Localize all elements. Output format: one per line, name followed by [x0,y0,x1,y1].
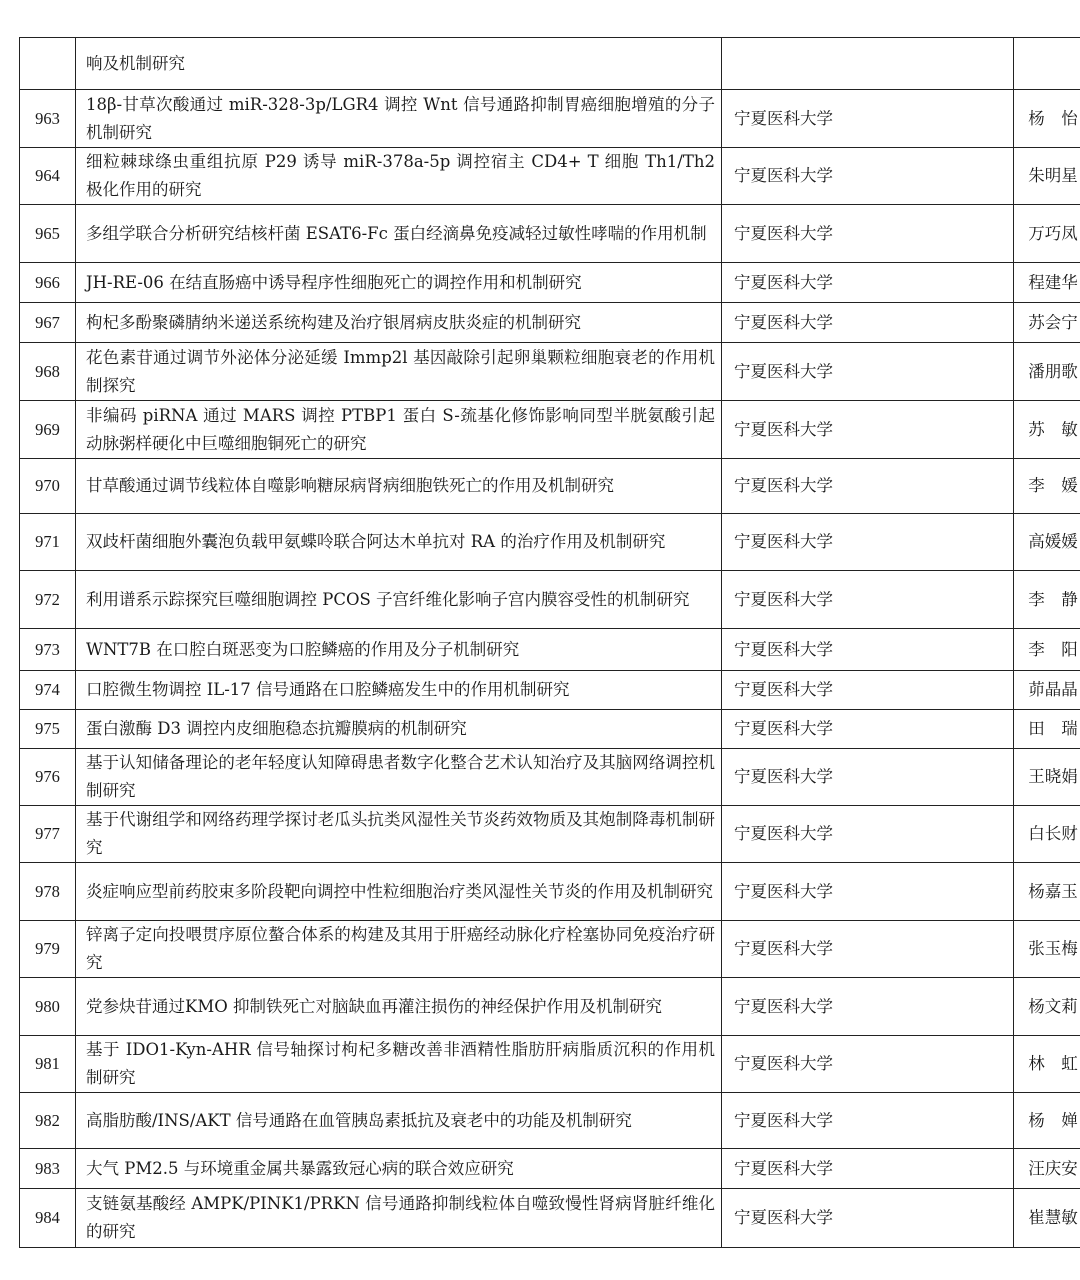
project-number-cell: 977 [20,806,76,863]
table-row [20,263,1080,303]
institution-cell: 宁夏医科大学 [722,863,1014,921]
principal-investigator-cell: 杨 婵 [1014,1093,1080,1149]
project-title-cell: 响及机制研究 [76,38,722,90]
project-title-cell: 双歧杆菌细胞外囊泡负载甲氨蝶呤联合阿达木单抗对 RA 的治疗作用及机制研究 [76,514,722,571]
table-row [20,38,1080,90]
principal-investigator-cell: 李 静 [1014,571,1080,629]
project-number-cell: 979 [20,921,76,978]
principal-investigator-cell: 潘朋歌 [1014,343,1080,401]
project-title-cell: 党参炔苷通过KMO 抑制铁死亡对脑缺血再灌注损伤的神经保护作用及机制研究 [76,978,722,1036]
institution-cell: 宁夏医科大学 [722,1093,1014,1149]
table-row [20,1036,1080,1093]
project-number-cell: 983 [20,1149,76,1189]
principal-investigator-cell: 白长财 [1014,806,1080,863]
principal-investigator-cell: 林 虹 [1014,1036,1080,1093]
institution-cell: 宁夏医科大学 [722,514,1014,571]
project-number-cell: 973 [20,629,76,671]
principal-investigator-cell: 田 瑞 [1014,710,1080,749]
table-row [20,629,1080,671]
institution-cell: 宁夏医科大学 [722,401,1014,459]
principal-investigator-cell: 崔慧敏 [1014,1189,1080,1248]
principal-investigator-cell: 王晓娟 [1014,749,1080,806]
project-title-cell: 锌离子定向投喂贯序原位螯合体系的构建及其用于肝癌经动脉化疗栓塞协同免疫治疗研究 [76,921,722,978]
project-title-cell: 基于代谢组学和网络药理学探讨老瓜头抗类风湿性关节炎药效物质及其炮制降毒机制研究 [76,806,722,863]
institution-cell: 宁夏医科大学 [722,1149,1014,1189]
table-row [20,303,1080,343]
principal-investigator-cell: 朱明星 [1014,148,1080,205]
project-number-cell: 972 [20,571,76,629]
project-number-cell: 967 [20,303,76,343]
project-title-cell: 利用谱系示踪探究巨噬细胞调控 PCOS 子宫纤维化影响子宫内膜容受性的机制研究 [76,571,722,629]
institution-cell: 宁夏医科大学 [722,1036,1014,1093]
table-row [20,148,1080,205]
table-row [20,710,1080,749]
institution-cell: 宁夏医科大学 [722,263,1014,303]
project-title-cell: 细粒棘球绦虫重组抗原 P29 诱导 miR-378a-5p 调控宿主 CD4+ T 细胞 Th1/Th2 极化作用的研究 [76,148,722,205]
principal-investigator-cell: 李 阳 [1014,629,1080,671]
table-row [20,978,1080,1036]
institution-cell: 宁夏医科大学 [722,749,1014,806]
table-row [20,863,1080,921]
project-number-cell [20,38,76,90]
project-title-cell: 甘草酸通过调节线粒体自噬影响糖尿病肾病细胞铁死亡的作用及机制研究 [76,459,722,514]
project-title-cell: 支链氨基酸经 AMPK/PINK1/PRKN 信号通路抑制线粒体自噬致慢性肾病肾脏纤维化的研究 [76,1189,722,1248]
project-number-cell: 963 [20,90,76,148]
table-row [20,671,1080,710]
principal-investigator-cell: 苏 敏 [1014,401,1080,459]
project-number-cell: 969 [20,401,76,459]
project-number-cell: 975 [20,710,76,749]
project-title-cell: 高脂肪酸/INS/AKT 信号通路在血管胰岛素抵抗及衰老中的功能及机制研究 [76,1093,722,1149]
institution-cell: 宁夏医科大学 [722,571,1014,629]
project-title-cell: 炎症响应型前药胶束多阶段靶向调控中性粒细胞治疗类风湿性关节炎的作用及机制研究 [76,863,722,921]
project-number-cell: 974 [20,671,76,710]
project-title-cell: 花色素苷通过调节外泌体分泌延缓 Immp2l 基因敲除引起卵巢颗粒细胞衰老的作用机制探究 [76,343,722,401]
principal-investigator-cell: 程建华 [1014,263,1080,303]
project-title-cell: 18β-甘草次酸通过 miR-328-3p/LGR4 调控 Wnt 信号通路抑制胃癌细胞增殖的分子机制研究 [76,90,722,148]
project-number-cell: 964 [20,148,76,205]
project-title-cell: JH-RE-06 在结直肠癌中诱导程序性细胞死亡的调控作用和机制研究 [76,263,722,303]
project-title-cell: 大气 PM2.5 与环境重金属共暴露致冠心病的联合效应研究 [76,1149,722,1189]
project-number-cell: 984 [20,1189,76,1248]
project-title-cell: 蛋白激酶 D3 调控内皮细胞稳态抗瓣膜病的机制研究 [76,710,722,749]
principal-investigator-cell: 汪庆安 [1014,1149,1080,1189]
institution-cell: 宁夏医科大学 [722,978,1014,1036]
table-row [20,514,1080,571]
project-number-cell: 965 [20,205,76,263]
project-number-cell: 970 [20,459,76,514]
project-title-cell: 多组学联合分析研究结核杆菌 ESAT6-Fc 蛋白经滴鼻免疫减轻过敏性哮喘的作用机制 [76,205,722,263]
table-row [20,401,1080,459]
institution-cell: 宁夏医科大学 [722,343,1014,401]
institution-cell: 宁夏医科大学 [722,459,1014,514]
project-number-cell: 978 [20,863,76,921]
project-number-cell: 980 [20,978,76,1036]
project-number-cell: 968 [20,343,76,401]
institution-cell: 宁夏医科大学 [722,629,1014,671]
table-row [20,459,1080,514]
table-row [20,343,1080,401]
principal-investigator-cell: 李 媛 [1014,459,1080,514]
project-title-cell: 口腔微生物调控 IL-17 信号通路在口腔鳞癌发生中的作用机制研究 [76,671,722,710]
project-number-cell: 976 [20,749,76,806]
table-row [20,806,1080,863]
institution-cell: 宁夏医科大学 [722,90,1014,148]
institution-cell: 宁夏医科大学 [722,1189,1014,1248]
principal-investigator-cell: 苏会宁 [1014,303,1080,343]
institution-cell: 宁夏医科大学 [722,671,1014,710]
principal-investigator-cell: 张玉梅 [1014,921,1080,978]
principal-investigator-cell: 杨 怡 [1014,90,1080,148]
principal-investigator-cell: 杨嘉玉 [1014,863,1080,921]
project-title-cell: 基于认知储备理论的老年轻度认知障碍患者数字化整合艺术认知治疗及其脑网络调控机制研究 [76,749,722,806]
table-row [20,1149,1080,1189]
institution-cell: 宁夏医科大学 [722,710,1014,749]
project-list-table [19,37,1080,1248]
project-number-cell: 966 [20,263,76,303]
institution-cell: 宁夏医科大学 [722,205,1014,263]
project-number-cell: 971 [20,514,76,571]
principal-investigator-cell: 茆晶晶 [1014,671,1080,710]
table-row [20,1189,1080,1248]
table-row [20,205,1080,263]
table-row [20,1093,1080,1149]
table-row [20,749,1080,806]
project-number-cell: 981 [20,1036,76,1093]
institution-cell: 宁夏医科大学 [722,806,1014,863]
principal-investigator-cell: 高媛媛 [1014,514,1080,571]
principal-investigator-cell: 万巧凤 [1014,205,1080,263]
table-body [20,38,1080,1248]
institution-cell [722,38,1014,90]
table-row [20,921,1080,978]
institution-cell: 宁夏医科大学 [722,921,1014,978]
table-row [20,90,1080,148]
institution-cell: 宁夏医科大学 [722,148,1014,205]
project-number-cell: 982 [20,1093,76,1149]
institution-cell: 宁夏医科大学 [722,303,1014,343]
project-title-cell: 枸杞多酚聚磷腈纳米递送系统构建及治疗银屑病皮肤炎症的机制研究 [76,303,722,343]
project-title-cell: 基于 IDO1-Kyn-AHR 信号轴探讨枸杞多糖改善非酒精性脂肪肝病脂质沉积的作用机制研究 [76,1036,722,1093]
principal-investigator-cell: 杨文莉 [1014,978,1080,1036]
table-row [20,571,1080,629]
project-title-cell: WNT7B 在口腔白斑恶变为口腔鳞癌的作用及分子机制研究 [76,629,722,671]
principal-investigator-cell [1014,38,1080,90]
project-title-cell: 非编码 piRNA 通过 MARS 调控 PTBP1 蛋白 S-巯基化修饰影响同型半胱氨酸引起动脉粥样硬化中巨噬细胞铜死亡的研究 [76,401,722,459]
